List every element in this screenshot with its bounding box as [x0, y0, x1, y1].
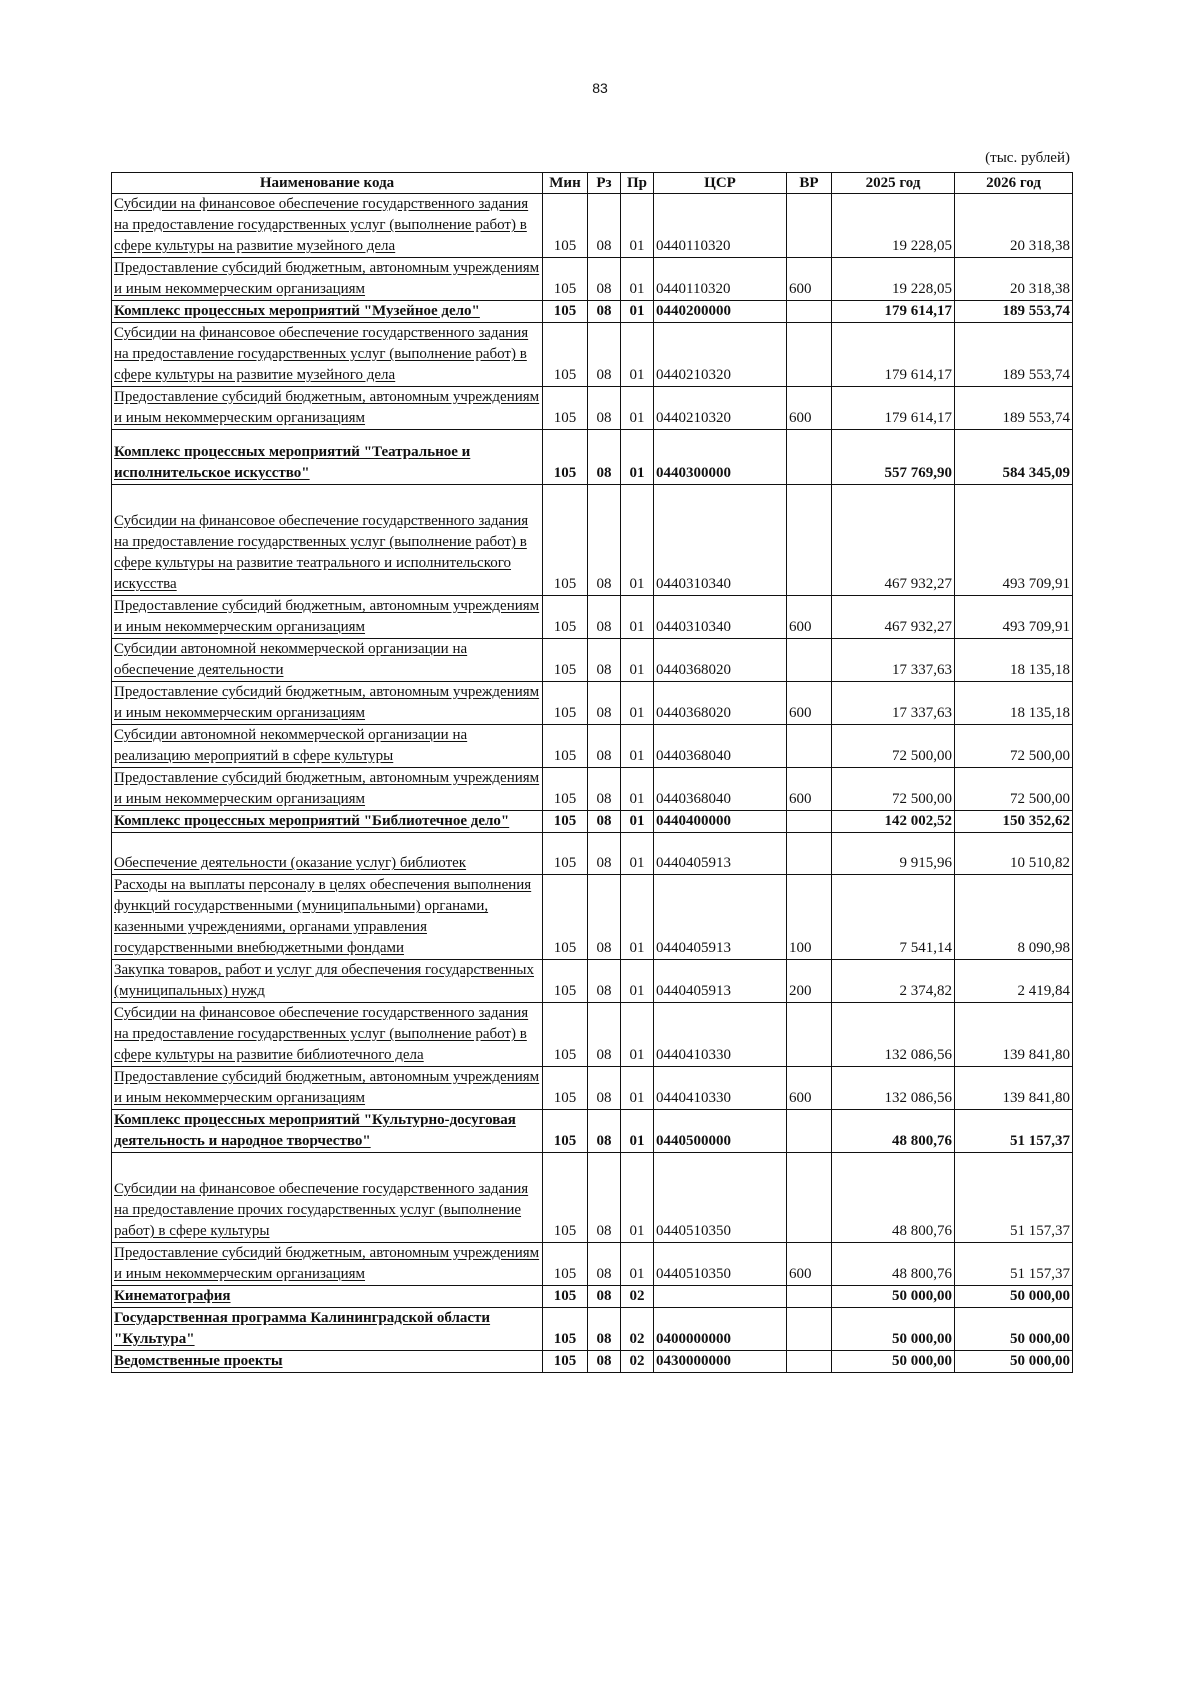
row-pr: 01 [621, 430, 654, 485]
row-pr: 01 [621, 387, 654, 430]
row-2025: 72 500,00 [832, 725, 955, 768]
row-min: 105 [543, 485, 588, 596]
row-min: 105 [543, 1003, 588, 1067]
row-min: 105 [543, 639, 588, 682]
row-2026: 51 157,37 [955, 1153, 1073, 1243]
row-2025: 179 614,17 [832, 387, 955, 430]
column-header-pr: Пр [621, 173, 654, 194]
row-csr: 0440310340 [654, 485, 787, 596]
column-header-min: Мин [543, 173, 588, 194]
row-name: Субсидии на финансовое обеспечение государственного задания на предоставление государственных услуг (выполнение работ) в сфере культуры на развитие музейного дела [112, 323, 543, 387]
row-name: Расходы на выплаты персоналу в целях обеспечения выполнения функций государственными (муниципальными) органами, казенными учреждениями, органами управления государственными внебюджетными фондами [112, 875, 543, 960]
row-rz: 08 [588, 1003, 621, 1067]
row-rz: 08 [588, 682, 621, 725]
row-2025: 19 228,05 [832, 194, 955, 258]
row-2025: 17 337,63 [832, 639, 955, 682]
table-header-row [112, 173, 1073, 194]
row-csr: 0440368020 [654, 682, 787, 725]
row-rz: 08 [588, 430, 621, 485]
row-pr: 02 [621, 1351, 654, 1373]
row-rz: 08 [588, 875, 621, 960]
row-csr: 0440110320 [654, 258, 787, 301]
row-name: Предоставление субсидий бюджетным, автономным учреждениям и иным некоммерческим организациям [112, 682, 543, 725]
row-csr: 0440405913 [654, 875, 787, 960]
row-2026: 51 157,37 [955, 1243, 1073, 1286]
row-pr: 01 [621, 811, 654, 833]
row-csr: 0440405913 [654, 833, 787, 875]
row-2025: 132 086,56 [832, 1003, 955, 1067]
row-vr [787, 1351, 832, 1373]
row-2025: 9 915,96 [832, 833, 955, 875]
row-vr: 600 [787, 682, 832, 725]
table-row [112, 194, 1073, 258]
row-name: Субсидии на финансовое обеспечение государственного задания на предоставление государственных услуг (выполнение работ) в сфере культуры на развитие библиотечного дела [112, 1003, 543, 1067]
row-pr: 01 [621, 258, 654, 301]
row-2026: 189 553,74 [955, 323, 1073, 387]
row-vr [787, 1308, 832, 1351]
row-name: Комплекс процессных мероприятий "Культурно-досуговая деятельность и народное творчество" [112, 1110, 543, 1153]
row-name: Предоставление субсидий бюджетным, автономным учреждениям и иным некоммерческим организациям [112, 387, 543, 430]
row-pr: 01 [621, 1067, 654, 1110]
row-name: Предоставление субсидий бюджетным, автономным учреждениям и иным некоммерческим организациям [112, 1243, 543, 1286]
row-pr: 01 [621, 875, 654, 960]
row-csr: 0430000000 [654, 1351, 787, 1373]
table-row [112, 811, 1073, 833]
row-rz: 08 [588, 768, 621, 811]
row-vr [787, 1286, 832, 1308]
table-row [112, 1308, 1073, 1351]
table-row [112, 1153, 1073, 1243]
table-row [112, 485, 1073, 596]
row-pr: 01 [621, 301, 654, 323]
row-vr: 600 [787, 596, 832, 639]
table-row [112, 1243, 1073, 1286]
row-2026: 2 419,84 [955, 960, 1073, 1003]
row-min: 105 [543, 1243, 588, 1286]
row-min: 105 [543, 768, 588, 811]
row-rz: 08 [588, 960, 621, 1003]
column-header-2025: 2025 год [832, 173, 955, 194]
row-rz: 08 [588, 1351, 621, 1373]
row-2025: 2 374,82 [832, 960, 955, 1003]
row-csr: 0440405913 [654, 960, 787, 1003]
row-rz: 08 [588, 323, 621, 387]
units-label: (тыс. рублей) [985, 150, 1070, 166]
row-2025: 48 800,76 [832, 1243, 955, 1286]
table-row [112, 682, 1073, 725]
row-2026: 139 841,80 [955, 1003, 1073, 1067]
row-min: 105 [543, 875, 588, 960]
row-min: 105 [543, 960, 588, 1003]
row-csr [654, 1286, 787, 1308]
row-2026: 20 318,38 [955, 258, 1073, 301]
row-csr: 0440500000 [654, 1110, 787, 1153]
row-min: 105 [543, 1286, 588, 1308]
row-2026: 8 090,98 [955, 875, 1073, 960]
row-name: Субсидии на финансовое обеспечение государственного задания на предоставление прочих государственных услуг (выполнение работ) в сфере культуры [112, 1153, 543, 1243]
table-body [112, 194, 1073, 1373]
row-name: Комплекс процессных мероприятий "Театральное и исполнительское искусство" [112, 430, 543, 485]
row-min: 105 [543, 1153, 588, 1243]
row-2026: 20 318,38 [955, 194, 1073, 258]
row-name: Предоставление субсидий бюджетным, автономным учреждениям и иным некоммерческим организациям [112, 258, 543, 301]
row-rz: 08 [588, 1243, 621, 1286]
row-csr: 0400000000 [654, 1308, 787, 1351]
row-2026: 72 500,00 [955, 725, 1073, 768]
row-min: 105 [543, 323, 588, 387]
row-rz: 08 [588, 1067, 621, 1110]
row-csr: 0440368020 [654, 639, 787, 682]
row-vr: 600 [787, 1067, 832, 1110]
row-min: 105 [543, 430, 588, 485]
row-csr: 0440110320 [654, 194, 787, 258]
column-header-vr: ВР [787, 173, 832, 194]
row-2026: 51 157,37 [955, 1110, 1073, 1153]
row-2025: 17 337,63 [832, 682, 955, 725]
row-rz: 08 [588, 1110, 621, 1153]
row-2025: 132 086,56 [832, 1067, 955, 1110]
row-vr [787, 301, 832, 323]
row-vr [787, 430, 832, 485]
table-row [112, 430, 1073, 485]
table-row [112, 258, 1073, 301]
row-2026: 584 345,09 [955, 430, 1073, 485]
row-2025: 467 932,27 [832, 485, 955, 596]
row-min: 105 [543, 1067, 588, 1110]
row-name: Ведомственные проекты [112, 1351, 543, 1373]
row-vr [787, 1003, 832, 1067]
row-2026: 50 000,00 [955, 1351, 1073, 1373]
row-2025: 50 000,00 [832, 1286, 955, 1308]
row-rz: 08 [588, 485, 621, 596]
row-pr: 01 [621, 725, 654, 768]
row-pr: 01 [621, 1110, 654, 1153]
row-2025: 72 500,00 [832, 768, 955, 811]
row-csr: 0440510350 [654, 1153, 787, 1243]
row-pr: 01 [621, 833, 654, 875]
row-2025: 142 002,52 [832, 811, 955, 833]
row-pr: 01 [621, 639, 654, 682]
row-csr: 0440400000 [654, 811, 787, 833]
table-row [112, 960, 1073, 1003]
row-name: Предоставление субсидий бюджетным, автономным учреждениям и иным некоммерческим организациям [112, 768, 543, 811]
table-row [112, 1003, 1073, 1067]
table-row [112, 323, 1073, 387]
row-min: 105 [543, 258, 588, 301]
table-row [112, 387, 1073, 430]
row-name: Субсидии на финансовое обеспечение государственного задания на предоставление государственных услуг (выполнение работ) в сфере культуры на развитие театрального и исполнительского искусства [112, 485, 543, 596]
row-csr: 0440410330 [654, 1067, 787, 1110]
page-number: 83 [592, 80, 608, 96]
row-csr: 0440410330 [654, 1003, 787, 1067]
row-vr: 600 [787, 258, 832, 301]
row-vr [787, 323, 832, 387]
row-rz: 08 [588, 1308, 621, 1351]
row-csr: 0440510350 [654, 1243, 787, 1286]
column-header-name: Наименование кода [112, 173, 543, 194]
row-pr: 01 [621, 194, 654, 258]
table-row [112, 833, 1073, 875]
row-2026: 139 841,80 [955, 1067, 1073, 1110]
table-row [112, 1351, 1073, 1373]
row-min: 105 [543, 833, 588, 875]
row-vr [787, 811, 832, 833]
row-name: Предоставление субсидий бюджетным, автономным учреждениям и иным некоммерческим организациям [112, 1067, 543, 1110]
row-pr: 01 [621, 323, 654, 387]
row-2025: 50 000,00 [832, 1351, 955, 1373]
row-vr [787, 833, 832, 875]
table-row [112, 1110, 1073, 1153]
row-vr: 600 [787, 387, 832, 430]
row-min: 105 [543, 1351, 588, 1373]
row-2025: 48 800,76 [832, 1153, 955, 1243]
row-name: Предоставление субсидий бюджетным, автономным учреждениям и иным некоммерческим организациям [112, 596, 543, 639]
row-pr: 01 [621, 682, 654, 725]
row-2026: 189 553,74 [955, 301, 1073, 323]
row-csr: 0440368040 [654, 768, 787, 811]
row-vr [787, 1153, 832, 1243]
row-rz: 08 [588, 639, 621, 682]
row-min: 105 [543, 1110, 588, 1153]
table-row [112, 301, 1073, 323]
row-csr: 0440300000 [654, 430, 787, 485]
row-2026: 72 500,00 [955, 768, 1073, 811]
row-min: 105 [543, 811, 588, 833]
budget-table [111, 172, 1073, 1373]
row-2025: 19 228,05 [832, 258, 955, 301]
row-vr: 600 [787, 768, 832, 811]
row-min: 105 [543, 596, 588, 639]
row-rz: 08 [588, 725, 621, 768]
row-csr: 0440200000 [654, 301, 787, 323]
row-name: Закупка товаров, работ и услуг для обеспечения государственных (муниципальных) нужд [112, 960, 543, 1003]
row-2026: 150 352,62 [955, 811, 1073, 833]
row-rz: 08 [588, 387, 621, 430]
row-2025: 179 614,17 [832, 323, 955, 387]
row-pr: 02 [621, 1286, 654, 1308]
row-2026: 50 000,00 [955, 1308, 1073, 1351]
table-row [112, 725, 1073, 768]
row-pr: 01 [621, 485, 654, 596]
table-row [112, 1286, 1073, 1308]
row-pr: 01 [621, 1243, 654, 1286]
row-rz: 08 [588, 301, 621, 323]
row-pr: 01 [621, 1153, 654, 1243]
row-vr [787, 485, 832, 596]
row-vr: 200 [787, 960, 832, 1003]
row-min: 105 [543, 1308, 588, 1351]
row-pr: 01 [621, 1003, 654, 1067]
row-2025: 50 000,00 [832, 1308, 955, 1351]
row-rz: 08 [588, 596, 621, 639]
column-header-csr: ЦСР [654, 173, 787, 194]
row-vr [787, 194, 832, 258]
row-csr: 0440210320 [654, 387, 787, 430]
table-row [112, 596, 1073, 639]
table-row [112, 639, 1073, 682]
row-name: Комплекс процессных мероприятий "Библиотечное дело" [112, 811, 543, 833]
row-name: Комплекс процессных мероприятий "Музейное дело" [112, 301, 543, 323]
row-vr: 600 [787, 1243, 832, 1286]
row-2025: 7 541,14 [832, 875, 955, 960]
row-2026: 18 135,18 [955, 682, 1073, 725]
row-vr [787, 1110, 832, 1153]
row-2026: 493 709,91 [955, 596, 1073, 639]
row-2026: 50 000,00 [955, 1286, 1073, 1308]
row-2025: 467 932,27 [832, 596, 955, 639]
row-2026: 493 709,91 [955, 485, 1073, 596]
row-min: 105 [543, 301, 588, 323]
row-rz: 08 [588, 258, 621, 301]
row-rz: 08 [588, 811, 621, 833]
row-name: Кинематография [112, 1286, 543, 1308]
row-min: 105 [543, 387, 588, 430]
row-name: Субсидии на финансовое обеспечение государственного задания на предоставление государственных услуг (выполнение работ) в сфере культуры на развитие музейного дела [112, 194, 543, 258]
row-2026: 189 553,74 [955, 387, 1073, 430]
row-rz: 08 [588, 833, 621, 875]
row-2025: 557 769,90 [832, 430, 955, 485]
row-vr [787, 639, 832, 682]
row-csr: 0440368040 [654, 725, 787, 768]
row-pr: 02 [621, 1308, 654, 1351]
row-rz: 08 [588, 1286, 621, 1308]
row-2026: 10 510,82 [955, 833, 1073, 875]
column-header-rz: Рз [588, 173, 621, 194]
row-2025: 179 614,17 [832, 301, 955, 323]
row-min: 105 [543, 194, 588, 258]
row-vr [787, 725, 832, 768]
row-pr: 01 [621, 596, 654, 639]
row-name: Субсидии автономной некоммерческой организации на реализацию мероприятий в сфере культуры [112, 725, 543, 768]
row-min: 105 [543, 725, 588, 768]
table-row [112, 875, 1073, 960]
row-csr: 0440210320 [654, 323, 787, 387]
row-csr: 0440310340 [654, 596, 787, 639]
row-2025: 48 800,76 [832, 1110, 955, 1153]
row-name: Обеспечение деятельности (оказание услуг) библиотек [112, 833, 543, 875]
row-pr: 01 [621, 768, 654, 811]
row-name: Государственная программа Калининградской области "Культура" [112, 1308, 543, 1351]
row-rz: 08 [588, 194, 621, 258]
row-name: Субсидии автономной некоммерческой организации на обеспечение деятельности [112, 639, 543, 682]
column-header-2026: 2026 год [955, 173, 1073, 194]
row-rz: 08 [588, 1153, 621, 1243]
row-pr: 01 [621, 960, 654, 1003]
row-vr: 100 [787, 875, 832, 960]
table-row [112, 768, 1073, 811]
table-row [112, 1067, 1073, 1110]
row-min: 105 [543, 682, 588, 725]
row-2026: 18 135,18 [955, 639, 1073, 682]
